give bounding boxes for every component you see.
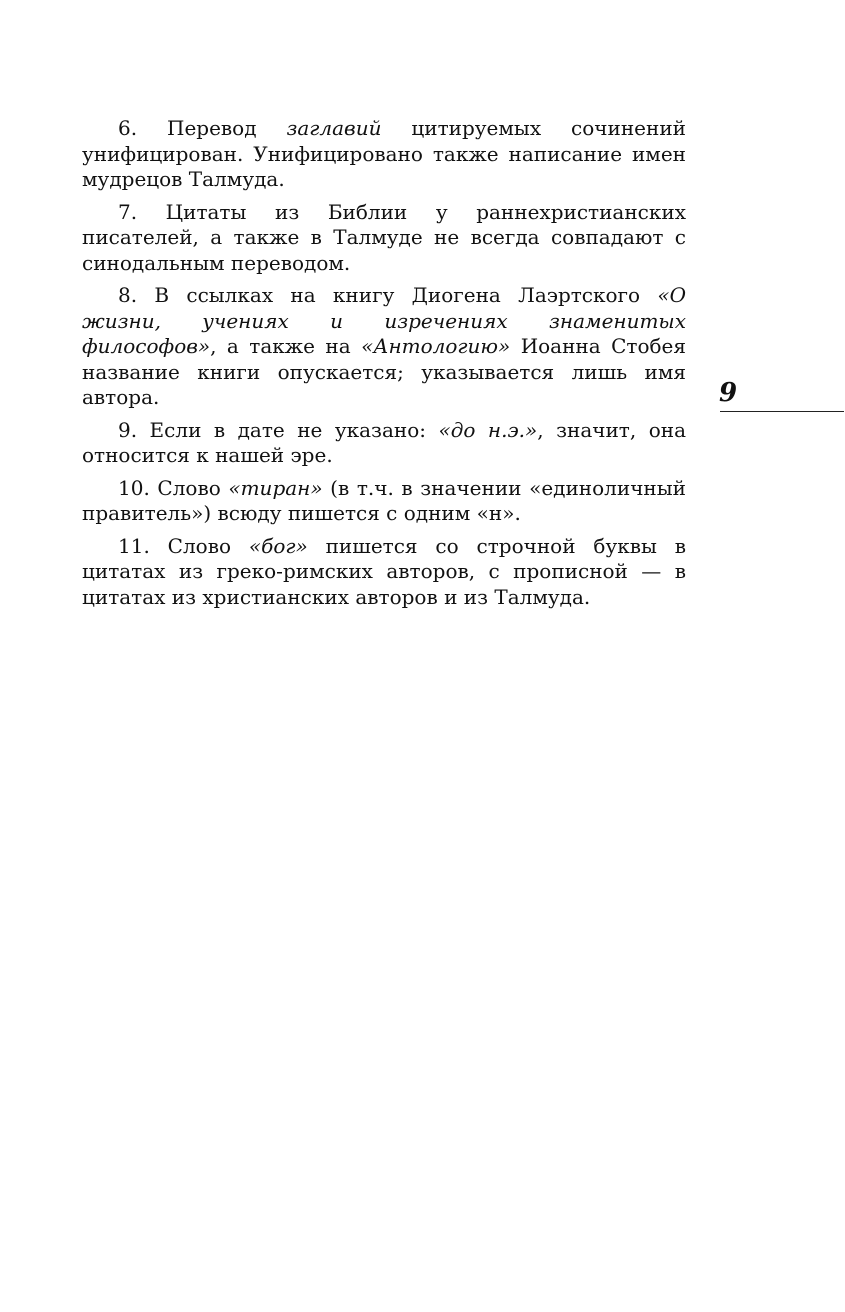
paragraph-11-text-rest: пишется со строчной буквы в цитатах из греко-римских авторов, с прописной — в цитатах из христианских авторов и из Талмуда. (82, 533, 687, 609)
paragraph-8-anthology-title: «Антологию» (361, 334, 511, 358)
paragraph-9-text: 9. Если в дате не указано: (118, 417, 439, 442)
paragraph-8-book-title: «О жизни, учениях и изречениях знаменитых философов» (82, 283, 686, 358)
paragraph-8-text: 8. В ссылках на книгу Диогена Лаэртского (118, 283, 658, 307)
paragraph-10-text: 10. Слово (118, 475, 229, 500)
paragraph-8-text-mid: , а также на (210, 334, 362, 358)
body-text (82, 116, 686, 617)
paragraph-8-text-rest: Иоанна Стобея название книги опускается; указывается лишь имя автора. (82, 334, 687, 409)
paragraph-11-text: 11. Слово (118, 533, 249, 558)
paragraph-9-italic-term: «до н.э.» (438, 417, 538, 442)
paragraph-6-italic-term: заглавий (286, 116, 382, 140)
paragraph-9-text-rest: , значит, она относится к нашей эре. (82, 417, 686, 467)
paragraph-9 (82, 418, 686, 469)
paragraph-11-italic-term: «бог» (248, 533, 308, 558)
paragraph-6 (82, 116, 686, 193)
paragraph-10-italic-term: «тиран» (228, 475, 323, 500)
paragraph-8 (82, 283, 686, 411)
paragraph-6-text: 6. Перевод (118, 116, 287, 140)
paragraph-7 (82, 200, 686, 277)
paragraph-10-text-rest: (в т.ч. в значении «единоличный правитель») всюду пишется с одним «н». (82, 475, 687, 525)
paragraph-11 (82, 534, 686, 611)
paragraph-10 (82, 476, 686, 527)
page-number: 9 (719, 378, 738, 408)
paragraph-6-text-rest: цитируемых сочинений унифицирован. Унифицировано также написание имен мудрецов Талмуда. (82, 116, 686, 191)
page-number-rule (720, 411, 844, 412)
paragraph-7-text: 7. Цитаты из Библии у раннехристианских писателей, а также в Талмуде не всегда совпадают с синодальным переводом. (82, 199, 686, 275)
